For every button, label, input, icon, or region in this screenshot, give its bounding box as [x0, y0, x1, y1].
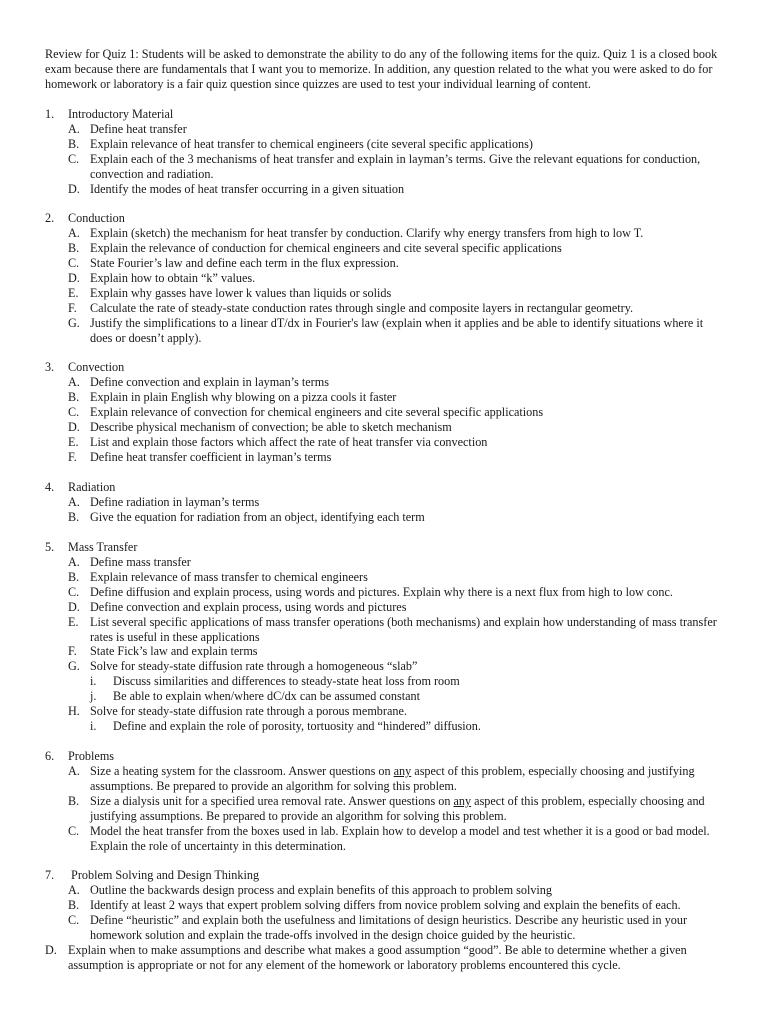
- item-label: C.: [68, 585, 80, 599]
- item-label: E.: [68, 286, 79, 300]
- item-text: Explain (sketch) the mechanism for heat transfer by conduction. Clarify why energy transfers from high to low T.: [90, 226, 644, 240]
- list-item: [68, 420, 728, 435]
- list-item: [68, 659, 728, 674]
- list-item: [68, 182, 728, 197]
- item-text: Describe physical mechanism of convection; be able to sketch mechanism: [90, 420, 452, 434]
- item-text: Define convection and explain in layman’s terms: [90, 375, 329, 389]
- item-label: B.: [68, 137, 80, 151]
- item-label: D.: [45, 943, 57, 957]
- list-item: [68, 316, 728, 346]
- item-text: List and explain those factors which affect the rate of heat transfer via convection: [90, 435, 488, 449]
- item-text: Define diffusion and explain process, using words and pictures. Explain why there is a next flux from high to low conc.: [90, 585, 673, 599]
- list-item: [68, 375, 728, 390]
- item-text: Identify at least 2 ways that expert problem solving differs from novice problem solving and explain the benefits of each.: [90, 898, 681, 912]
- intro-paragraph: Review for Quiz 1: Students will be asked to demonstrate the ability to do any of the following items for the quiz. Quiz 1 is a closed book exam because there are fundamentals that I want you to memorize. In addition, any question related to the what you were asked to do for homework or laboratory is a fair quiz question since quizzes are used to test your individual learning of content.: [45, 47, 718, 91]
- item-label: D.: [68, 271, 80, 285]
- item-label: A.: [68, 375, 80, 389]
- list-item: [68, 615, 728, 645]
- section-heading-mass-transfer: [45, 540, 137, 555]
- item-text: Define mass transfer: [90, 555, 191, 569]
- item-text: Give the equation for radiation from an object, identifying each term: [90, 510, 425, 524]
- item-label: G.: [68, 316, 80, 330]
- item-label: C.: [68, 824, 80, 838]
- item-text: Explain relevance of mass transfer to chemical engineers: [90, 570, 368, 584]
- section-heading-introductory-material: [45, 107, 173, 122]
- list-item: [68, 794, 728, 824]
- item-text: State Fick’s law and explain terms: [90, 644, 258, 658]
- section-title: Mass Transfer: [68, 540, 138, 554]
- underlined-any: any: [453, 794, 472, 808]
- section-number: 7.: [45, 868, 55, 882]
- subitem-label: j.: [90, 689, 97, 703]
- list-item: [68, 555, 728, 570]
- item-text: Outline the backwards design process and explain benefits of this approach to problem solving: [90, 883, 552, 897]
- item-label: F.: [68, 450, 77, 464]
- item-label: A.: [68, 883, 80, 897]
- list-item: [68, 137, 728, 152]
- list-item: [68, 226, 728, 241]
- item-label: E.: [68, 615, 79, 629]
- item-label: A.: [68, 555, 80, 569]
- list-item: [68, 824, 728, 854]
- item-label: A.: [68, 122, 80, 136]
- item-label: G.: [68, 659, 80, 673]
- item-text: Justify the simplifications to a linear dT/dx in Fourier's law (explain when it applies and be able to identify situations where it does or doesn’t apply).: [90, 316, 704, 345]
- item-label: B.: [68, 898, 80, 912]
- item-text: Explain relevance of convection for chemical engineers and cite several specific applications: [90, 405, 544, 419]
- item-label: A.: [68, 495, 80, 509]
- list-item: [68, 585, 728, 600]
- list-item: [68, 600, 728, 615]
- section-heading-conduction: [45, 211, 125, 226]
- sub-list-item: [90, 719, 710, 734]
- item-text: Explain the relevance of conduction for chemical engineers and cite several specific applications: [90, 241, 562, 255]
- list-item: [68, 495, 728, 510]
- item-text: Solve for steady-state diffusion rate through a homogeneous “slab”: [90, 659, 418, 673]
- item-text: List several specific applications of mass transfer operations (both mechanisms) and explain how understanding of mass transfer rates is useful in these applications: [90, 615, 717, 644]
- list-item: [45, 943, 725, 973]
- item-text: Explain in plain English why blowing on a pizza cools it faster: [90, 390, 397, 404]
- list-item: [68, 898, 728, 913]
- section-title: Conduction: [68, 211, 125, 225]
- list-item: [68, 152, 728, 182]
- sub-list-item: [90, 674, 710, 689]
- section-title: Problems: [68, 749, 115, 763]
- item-text: Size a dialysis unit for a specified urea removal rate. Answer questions on any aspect of this problem, especially choosing and justifying assumptions. Be prepared to provide an algorithm for solving this problem.: [90, 794, 705, 823]
- list-item: [68, 913, 728, 943]
- section-title: Introductory Material: [68, 107, 174, 121]
- subitem-text: Define and explain the role of porosity, tortuosity and “hindered” diffusion.: [113, 719, 481, 733]
- list-item: [68, 301, 728, 316]
- subitem-text: Be able to explain when/where dC/dx can be assumed constant: [113, 689, 420, 703]
- item-text: Explain when to make assumptions and describe what makes a good assumption “good”. Be able to determine whether a given assumption is appropriate or not for any element of the homework or laboratory problems encountered this cycle.: [68, 943, 687, 972]
- list-item: [68, 256, 728, 271]
- list-item: [68, 405, 728, 420]
- section-heading-convection: [45, 360, 124, 375]
- item-text: Explain each of the 3 mechanisms of heat transfer and explain in layman’s terms. Give the relevant equations for conduction, convection and radiation.: [90, 152, 701, 181]
- item-text: Explain how to obtain “k” values.: [90, 271, 256, 285]
- item-text: Define heat transfer: [90, 122, 187, 136]
- section-heading-problems: [45, 749, 114, 764]
- item-text: Solve for steady-state diffusion rate through a porous membrane.: [90, 704, 407, 718]
- list-item: [68, 644, 728, 659]
- subitem-label: i.: [90, 719, 97, 733]
- list-item: [68, 764, 728, 794]
- item-text: Define “heuristic” and explain both the usefulness and limitations of design heuristics. Describe any heuristic used in your homework solution and explain the trade-offs involved in the design choice guided by the heuristic.: [90, 913, 688, 942]
- list-item: [68, 510, 728, 525]
- item-text: Define heat transfer coefficient in layman’s terms: [90, 450, 332, 464]
- item-label: C.: [68, 913, 80, 927]
- item-text: Size a heating system for the classroom. Answer questions on any aspect of this problem, especially choosing and justifying assumptions. Be prepared to provide an algorithm for solving this problem.: [90, 764, 695, 793]
- section-number: 3.: [45, 360, 55, 374]
- section-number: 2.: [45, 211, 55, 225]
- list-item: [68, 271, 728, 286]
- section-number: 6.: [45, 749, 55, 763]
- section-title: Radiation: [68, 480, 116, 494]
- section-heading-problem-solving: [45, 868, 259, 883]
- item-label: F.: [68, 644, 77, 658]
- item-text: Define radiation in layman’s terms: [90, 495, 260, 509]
- list-item: [68, 704, 728, 719]
- list-item: [68, 286, 728, 301]
- sub-list-item: [90, 689, 710, 704]
- underlined-any: any: [393, 764, 412, 778]
- list-item: [68, 241, 728, 256]
- item-label: A.: [68, 764, 80, 778]
- item-label: D.: [68, 600, 80, 614]
- item-label: D.: [68, 182, 80, 196]
- list-item: [68, 122, 728, 137]
- section-number: 1.: [45, 107, 55, 121]
- item-text: Identify the modes of heat transfer occurring in a given situation: [90, 182, 405, 196]
- list-item: [68, 390, 728, 405]
- item-label: B.: [68, 390, 80, 404]
- item-text: Explain why gasses have lower k values than liquids or solids: [90, 286, 392, 300]
- item-label: A.: [68, 226, 80, 240]
- item-label: B.: [68, 570, 80, 584]
- section-heading-radiation: [45, 480, 115, 495]
- list-item: [68, 570, 728, 585]
- item-text: Model the heat transfer from the boxes used in lab. Explain how to develop a model and test whether it is a good or bad model. Explain the role of uncertainty in this determination.: [90, 824, 710, 853]
- item-text: Define convection and explain process, using words and pictures: [90, 600, 407, 614]
- item-text: Explain relevance of heat transfer to chemical engineers (cite several specific applications): [90, 137, 533, 151]
- item-label: H.: [68, 704, 80, 718]
- item-label: E.: [68, 435, 79, 449]
- item-label: D.: [68, 420, 80, 434]
- subitem-text: Discuss similarities and differences to steady-state heat loss from room: [113, 674, 460, 688]
- item-label: C.: [68, 152, 80, 166]
- item-label: C.: [68, 405, 80, 419]
- list-item: [68, 450, 728, 465]
- item-text: Calculate the rate of steady-state conduction rates through single and composite layers in rectangular geometry.: [90, 301, 634, 315]
- section-title: Problem Solving and Design Thinking: [68, 868, 260, 882]
- item-label: C.: [68, 256, 80, 270]
- item-text: State Fourier’s law and define each term in the flux expression.: [90, 256, 399, 270]
- item-label: B.: [68, 241, 80, 255]
- subitem-label: i.: [90, 674, 97, 688]
- section-title: Convection: [68, 360, 125, 374]
- list-item: [68, 883, 728, 898]
- section-number: 4.: [45, 480, 55, 494]
- item-label: F.: [68, 301, 77, 315]
- item-label: B.: [68, 510, 80, 524]
- section-number: 5.: [45, 540, 55, 554]
- item-label: B.: [68, 794, 80, 808]
- list-item: [68, 435, 728, 450]
